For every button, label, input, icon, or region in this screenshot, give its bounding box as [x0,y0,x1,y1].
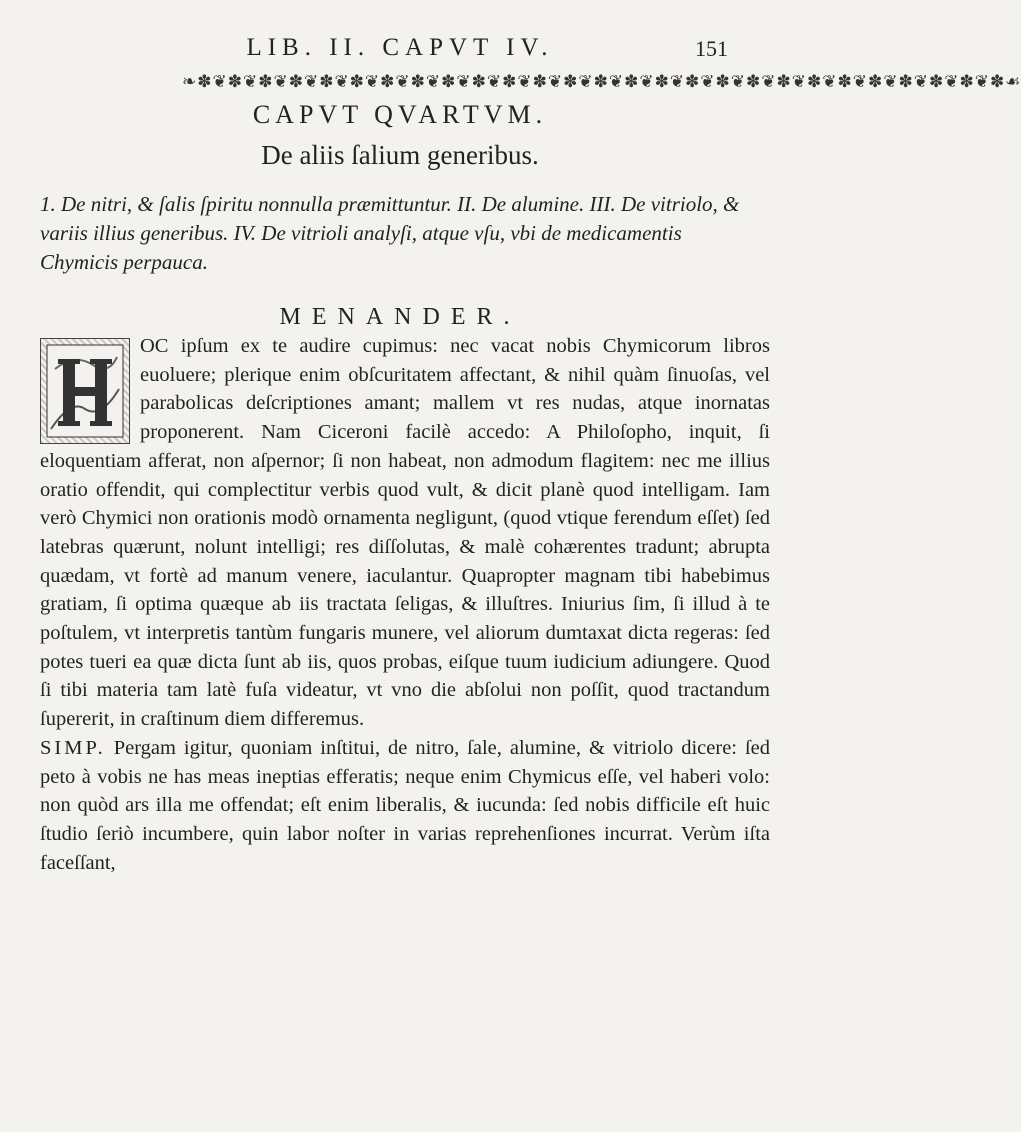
initial-engraving-icon [41,339,129,443]
paragraph-simplicius [40,734,770,878]
paragraph-menander: OC ipſum ex te audire cupimus: nec vacat nobis Chymicorum libros euoluere; plerique enim obſcuritatem affectant, & nihil quàm ſinuoſas, vel parabolicas deſcriptiones amant; mallem vt res nudas, atque inornatas proponerent. Nam Ciceroni facilè accedo: A Philoſopho, inquit, ſi eloquentiam afferat, non aſpernor; ſi non habeat, non admodum flagitem: nec me illius oratio offendit, qui complectitur verbis quod vult, & dicit planè quod intelligam. Iam verò Chymici non orationis modò ornamenta negligunt, (quod vtique ferendum eſſet) ſed latebras quærunt, nolunt intelligi; res diſſolutas, & malè cohærentes tradunt; abrupta quædam, vt fortè ad manum venere, iaculantur. Quapropter magnam tibi habebimus gratiam, ſi optima quæque ab iis tractata ſeligas, & illuſtres. Iniurius ſim, ſi illud à te poſtulem, vt interpretis tantùm fungaris munere, vel aliorum dumtaxat dicta regeras: ſed potes tueri ea quæ dicta ſunt ab iis, quos probas, eiſque tuum iudicium adiungere. Quod ſi tibi materia tam latè fuſa videatur, vt vno die abſolui non poſſit, quod tractandum ſupererit, in craſtinum diem differemus. [40,335,770,731]
ornament-divider: ❧✽❦✽❦✽❦✽❦✽❦✽❦✽❦✽❦✽❦✽❦✽❦✽❦✽❦✽❦✽❦✽❦✽❦✽❦✽❦✽❦✽❦✽❦✽❦✽❦✽❦✽❦✽☙ [182,72,1021,91]
running-head [0,34,800,64]
speaker-simp: SIMP. [40,736,106,759]
chapter-title: CAPVT QVARTVM. [252,100,548,129]
page-number: 151 [695,36,728,61]
running-head-title: LIB. II. CAPVT IV. [246,34,554,61]
chapter-subtitle: De aliis ſalium generibus. [261,140,539,170]
paragraph-simplicius-text: Pergam igitur, quoniam inſtitui, de nitro, ſale, alumine, & vitriolo dicere: ſed peto à vobis ne has meas ineptias efferatis; neque enim Chymicus eſſe, vel haberi volo: non quòd ars illa me offendat; eſt enim liberalis, & iucunda: ſed nobis difficile eſt huic ſtudio ſeriò incumbere, quin labor noſter in varias reprehenſiones incurrat. Verùm iſta faceſſant, [40,736,770,874]
speaker-heading: MENANDER. [279,304,521,330]
main-text [40,332,770,877]
chapter-summary [40,190,760,277]
decorated-initial-h [40,338,130,444]
summary-text: 1. De nitri, & ſalis ſpiritu nonnulla præmittuntur. II. De alumine. III. De vitriolo, & variis illius generibus. IV. De vitrioli analyſi, atque vſu, vbi de medicamentis Chymicis perpauca. [40,192,740,274]
